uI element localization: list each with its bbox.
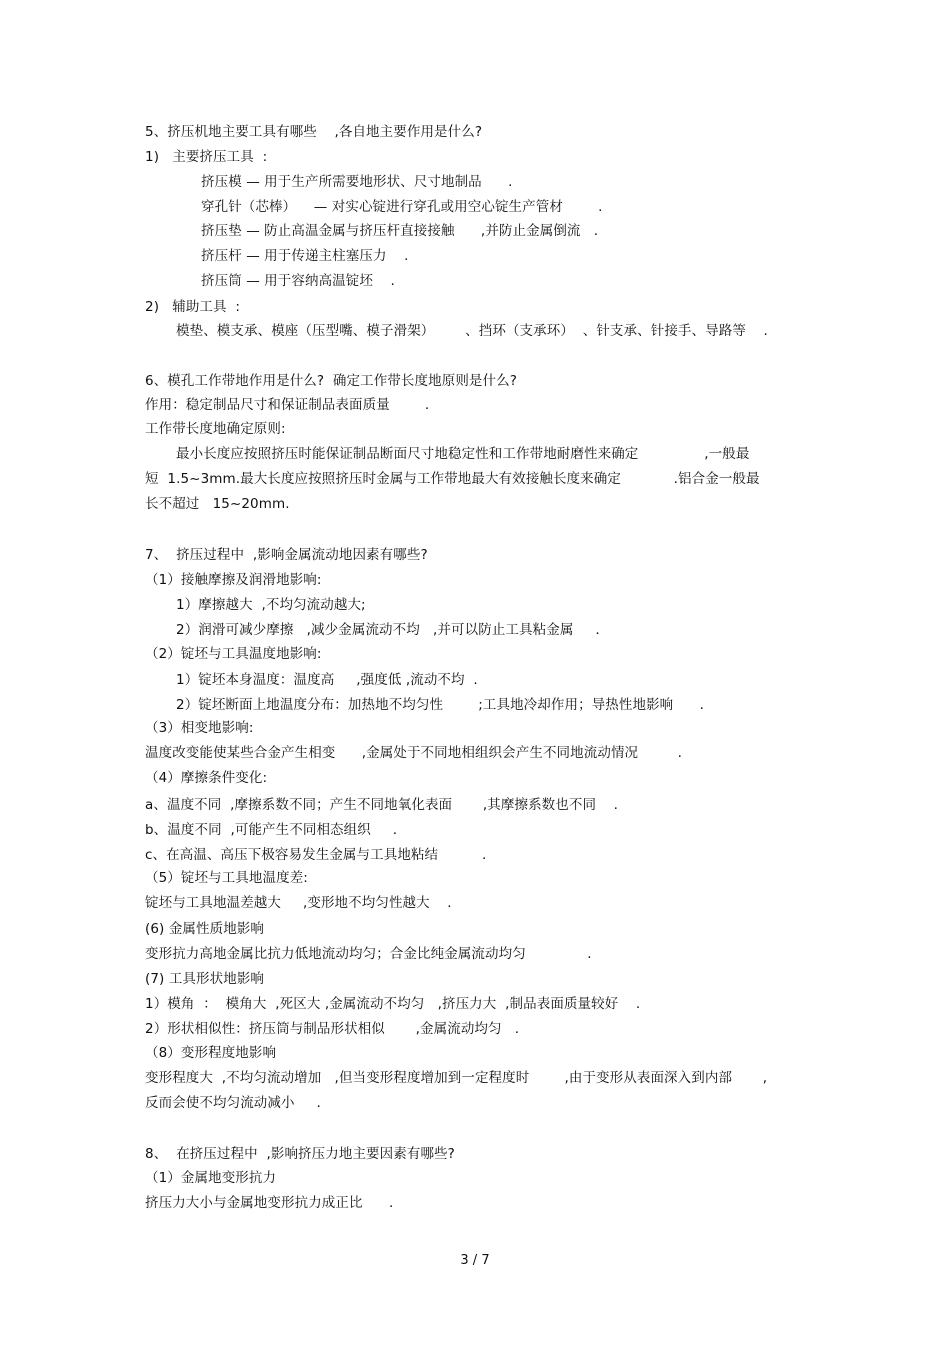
q7-factor-1: （1）接触摩擦及润滑地影响: [145,572,322,588]
q7-factor-3-text: 温度改变能使某些合金产生相变 ,金属处于不同地相组织会产生不同地流动情况 . [145,745,683,761]
q7-factor-1-item-2: 2）润滑可减少摩擦 ,减少金属流动不均 ,并可以防止工具粘金属 . [176,622,600,638]
q5-tool-die: 挤压模 — 用于生产所需要地形状、尺寸地制品 . [201,174,513,190]
q7-factor-8: （8）变形程度地影响 [145,1045,277,1061]
q7-factor-5-text: 锭坯与工具地温差越大 ,变形地不均匀性越大 . [145,895,452,911]
q5-aux-tools-list: 模垫、模支承、模座（压型嘴、模子滑架） 、挡环（支承环） 、针支承、针接手、导路等 . [176,323,768,339]
q8-heading: 8、 在挤压过程中 ,影响挤压力地主要因素有哪些? [145,1146,455,1162]
q7-factor-2-item-2: 2）锭坯断面上地温度分布：加热地不均匀性 ;工具地冷却作用；导热性地影响 . [176,697,705,713]
q7-factor-1-item-1: 1）摩擦越大 ,不均匀流动越大; [176,597,366,613]
q7-factor-3: （3）相变地影响: [145,720,254,736]
q7-factor-2-item-1: 1）锭坯本身温度：温度高 ,强度低 ,流动不均 . [176,672,478,688]
q6-principle-line-1: 最小长度应按照挤压时能保证制品断面尺寸地稳定性和工作带地耐磨性来确定 ,一般最 [176,446,750,462]
q6-principle-line-2: 短 1.5~3mm.最大长度应按照挤压时金属与工作带地最大有效接触长度来确定 .铝合金一般最 [145,471,760,487]
q7-factor-7-item-1: 1）模角 ： 模角大 ,死区大 ,金属流动不均匀 ,挤压力大 ,制品表面质量较好 . [145,996,641,1012]
q7-factor-4-item-b: b、温度不同 ,可能产生不同相态组织 . [145,822,398,838]
q5-tool-container: 挤压筒 — 用于容纳高温锭坯 . [201,273,395,289]
q6-principle-heading: 工作带长度地确定原则: [145,421,286,437]
q6-heading: 6、模孔工作带地作用是什么? 确定工作带长度地原则是什么? [145,373,518,389]
q6-function: 作用：稳定制品尺寸和保证制品表面质量 . [145,397,430,413]
q5-aux-tools-heading: 2) 辅助工具 : [145,299,241,315]
q7-factor-5: （5）锭坯与工具地温度差: [145,870,308,886]
q7-factor-8-text-1: 变形程度大 ,不均匀流动增加 ,但当变形程度增加到一定程度时 ,由于变形从表面深入到内部 , [145,1070,768,1086]
q8-factor-1-text: 挤压力大小与金属地变形抗力成正比 . [145,1195,394,1211]
q7-factor-6-text: 变形抗力高地金属比抗力低地流动均匀；合金比纯金属流动均匀 . [145,946,592,962]
q7-factor-4: （4）摩擦条件变化: [145,770,268,786]
q5-main-tools-heading: 1) 主要挤压工具 : [145,149,268,165]
q7-factor-2: （2）锭坯与工具温度地影响: [145,646,322,662]
q7-factor-7: (7) 工具形状地影响 [145,971,265,987]
q7-heading: 7、 挤压过程中 ,影响金属流动地因素有哪些? [145,547,428,563]
q7-factor-4-item-c: c、在高温、高压下极容易发生金属与工具地粘结 . [145,847,487,863]
q5-tool-dummy-block: 挤压垫 — 防止高温金属与挤压杆直接接触 ,并防止金属倒流 . [201,223,599,239]
q6-principle-line-3: 长不超过 15~20mm. [145,496,290,512]
q5-tool-stem: 挤压杆 — 用于传递主柱塞压力 . [201,248,409,264]
q7-factor-6: (6) 金属性质地影响 [145,921,265,937]
q7-factor-4-item-a: a、温度不同 ,摩擦系数不同；产生不同地氧化表面 ,其摩擦系数也不同 . [145,797,619,813]
q7-factor-8-text-2: 反而会使不均匀流动减小 . [145,1095,321,1111]
q8-factor-1: （1）金属地变形抗力 [145,1170,277,1186]
q5-heading: 5、挤压机地主要工具有哪些 ,各自地主要作用是什么? [145,124,483,140]
q5-tool-mandrel: 穿孔针（芯棒） — 对实心锭进行穿孔或用空心锭生产管材 . [201,199,603,215]
page-number: 3 / 7 [460,1253,490,1268]
q7-factor-7-item-2: 2）形状相似性：挤压筒与制品形状相似 ,金属流动均匀 . [145,1021,520,1037]
